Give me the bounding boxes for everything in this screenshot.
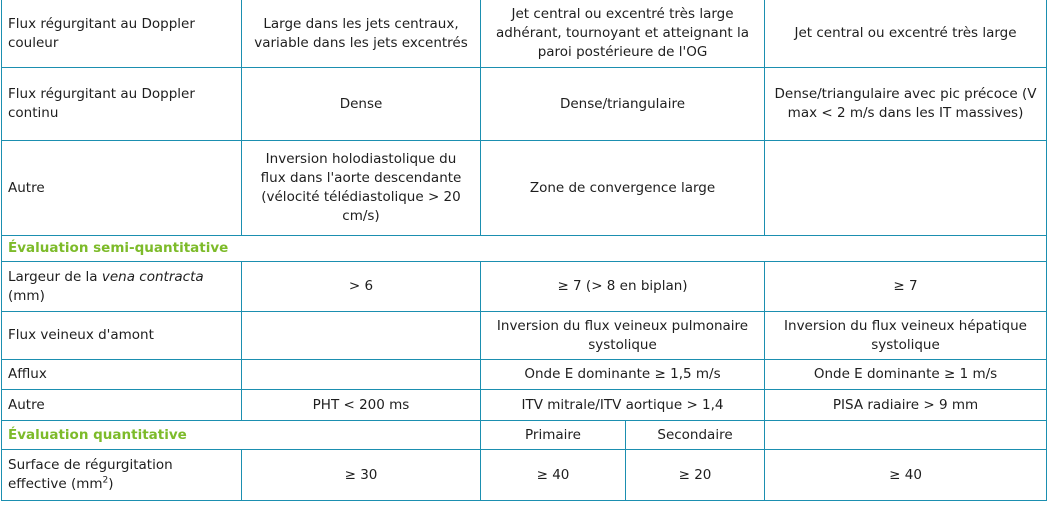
section-heading-semi-quantitative: Évaluation semi-quantitative bbox=[2, 236, 1047, 262]
row-label-autre-2: Autre bbox=[2, 390, 242, 421]
cell-couleur-col-b: Jet central ou excentré très large adhérant, tournoyant et atteignant la paroi postérieure de l'OG bbox=[481, 0, 765, 68]
section-heading-quantitative: Évaluation quantitative bbox=[2, 421, 481, 450]
subheader-secondaire: Secondaire bbox=[626, 421, 765, 450]
cell-autre2-col-a: PHT < 200 ms bbox=[242, 390, 481, 421]
cell-veineux-col-a bbox=[242, 312, 481, 360]
cell-veineux-col-b: Inversion du flux veineux pulmonaire systolique bbox=[481, 312, 765, 360]
cell-quant-col-c-empty bbox=[765, 421, 1047, 450]
cell-surface-col-a: ≥ 30 bbox=[242, 450, 481, 501]
table-row-surface-regurgitation bbox=[2, 450, 1047, 501]
table-row-flux-veineux bbox=[2, 312, 1047, 360]
cell-autre1-col-c bbox=[765, 141, 1047, 236]
table-row-section-quantitative bbox=[2, 421, 1047, 450]
cell-veineux-col-c: Inversion du flux veineux hépatique systolique bbox=[765, 312, 1047, 360]
cell-couleur-col-a: Large dans les jets centraux, variable dans les jets excentrés bbox=[242, 0, 481, 68]
table-row-doppler-continu bbox=[2, 68, 1047, 141]
table-row-autre-2 bbox=[2, 390, 1047, 421]
cell-afflux-col-a bbox=[242, 360, 481, 390]
row-label-surface-regurgitation: Surface de régurgitation effective $(mm^2)$ bbox=[2, 450, 242, 501]
row-label-doppler-continu: Flux régurgitant au Doppler continu bbox=[2, 68, 242, 141]
row-label-flux-veineux: Flux veineux d'amont bbox=[2, 312, 242, 360]
cell-vena-col-a: > 6 bbox=[242, 262, 481, 312]
cell-continu-col-a: Dense bbox=[242, 68, 481, 141]
cell-autre2-col-b: ITV mitrale/ITV aortique > 1,4 bbox=[481, 390, 765, 421]
table-row-section-semi-quantitative bbox=[2, 236, 1047, 262]
table-row-doppler-couleur bbox=[2, 0, 1047, 68]
cell-surface-secondaire: ≥ 20 bbox=[626, 450, 765, 501]
cell-vena-col-c: ≥ 7 bbox=[765, 262, 1047, 312]
row-label-vena-contracta: Largeur de la vena contracta (mm) bbox=[2, 262, 242, 312]
row-label-doppler-couleur: Flux régurgitant au Doppler couleur bbox=[2, 0, 242, 68]
table-row-afflux bbox=[2, 360, 1047, 390]
cell-continu-col-b: Dense/triangulaire bbox=[481, 68, 765, 141]
cell-couleur-col-c: Jet central ou excentré très large bbox=[765, 0, 1047, 68]
cell-afflux-col-b: Onde E dominante ≥ 1,5 m/s bbox=[481, 360, 765, 390]
row-label-afflux: Afflux bbox=[2, 360, 242, 390]
row-label-autre-1: Autre bbox=[2, 141, 242, 236]
cell-surface-col-c: ≥ 40 bbox=[765, 450, 1047, 501]
cell-autre1-col-b: Zone de convergence large bbox=[481, 141, 765, 236]
regurgitation-criteria-table bbox=[1, 0, 1047, 501]
cell-surface-primaire: ≥ 40 bbox=[481, 450, 626, 501]
cell-vena-col-b: ≥ 7 (> 8 en biplan) bbox=[481, 262, 765, 312]
cell-autre1-col-a: Inversion holodiastolique du flux dans l'aorte descendante (vélocité télédiastolique > 20 cm/s) bbox=[242, 141, 481, 236]
subheader-primaire: Primaire bbox=[481, 421, 626, 450]
cell-afflux-col-c: Onde E dominante ≥ 1 m/s bbox=[765, 360, 1047, 390]
table-row-vena-contracta bbox=[2, 262, 1047, 312]
cell-autre2-col-c: PISA radiaire > 9 mm bbox=[765, 390, 1047, 421]
cell-continu-col-c: Dense/triangulaire avec pic précoce (V max < 2 m/s dans les IT massives) bbox=[765, 68, 1047, 141]
table-row-autre-1 bbox=[2, 141, 1047, 236]
